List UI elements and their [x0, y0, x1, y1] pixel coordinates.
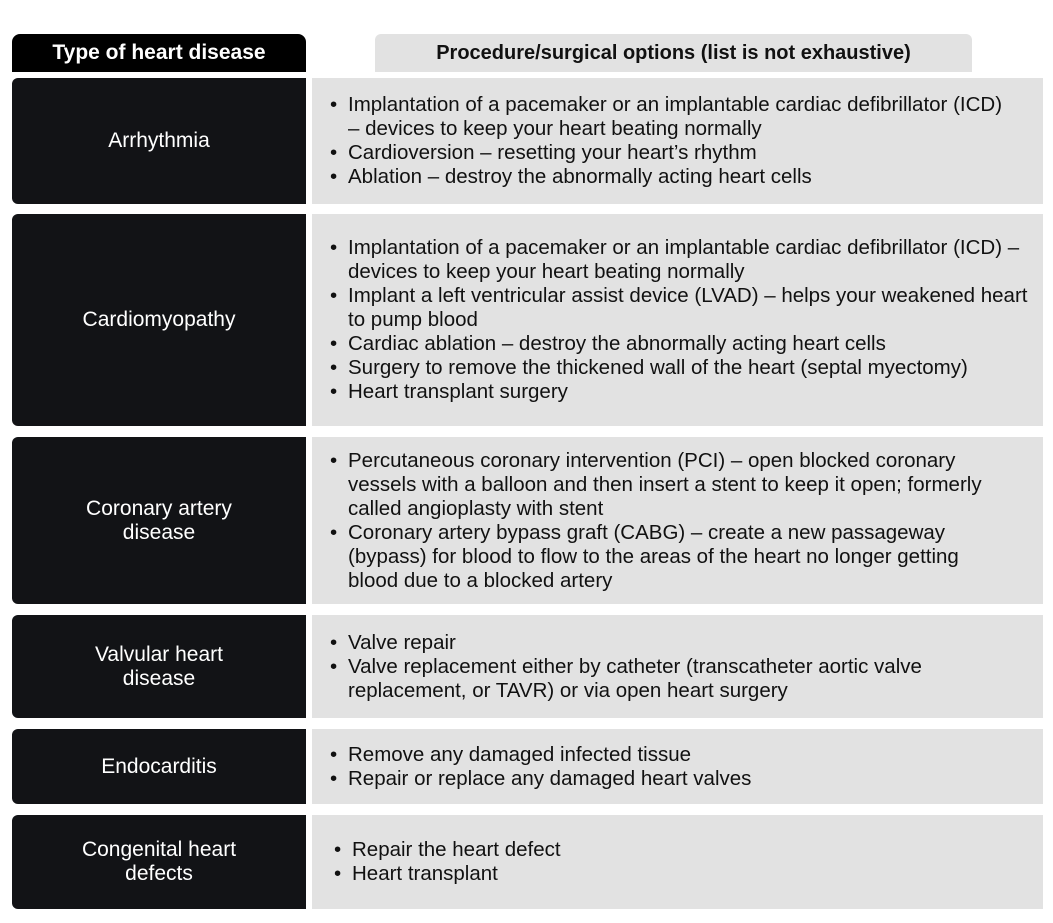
- disease-type-label: Congenital heart defects: [81, 838, 237, 885]
- procedure-item: • Cardiac ablation – destroy the abnormally acting heart cells: [334, 332, 1034, 356]
- procedure-item: • Valve repair: [334, 631, 1014, 655]
- disease-type-cell: [12, 437, 306, 604]
- procedure-list: [312, 449, 1014, 593]
- procedure-item: • Implant a left ventricular assist device (LVAD) – helps your weakened heart to pump blood: [334, 284, 1034, 332]
- table-row: [12, 214, 1043, 426]
- table-row: [12, 729, 1043, 804]
- type-column-header: Type of heart disease: [12, 34, 306, 72]
- disease-type-cell: [12, 615, 306, 718]
- procedure-item: • Valve replacement either by catheter (transcatheter aortic valve replacement, or TAVR) or via open heart surgery: [334, 655, 1014, 703]
- disease-type-label: Arrhythmia: [108, 129, 210, 152]
- procedure-options-cell: [312, 615, 1043, 718]
- disease-type-label: Coronary artery disease: [86, 496, 232, 544]
- procedure-list: [312, 236, 1034, 404]
- procedure-item: • Remove any damaged infected tissue: [334, 743, 1014, 767]
- disease-type-label: Endocarditis: [101, 754, 217, 778]
- disease-type-cell: [12, 78, 306, 204]
- procedure-item: • Coronary artery bypass graft (CABG) – create a new passageway (bypass) for blood to flow to the areas of the heart no longer getting blood due to a blocked artery: [334, 521, 1014, 593]
- procedure-options-cell: [312, 78, 1043, 204]
- disease-type-label: Valvular heart disease: [94, 642, 223, 690]
- procedure-item: • Heart transplant surgery: [334, 380, 1034, 404]
- procedure-item: • Implantation of a pacemaker or an implantable cardiac defibrillator (ICD) – devices to keep your heart beating normally: [334, 236, 1034, 284]
- table-row: [12, 78, 1043, 204]
- procedure-options-cell: [312, 815, 1043, 909]
- disease-type-label: Cardiomyopathy: [82, 308, 236, 331]
- procedure-item: • Repair the heart defect: [338, 838, 1018, 862]
- disease-type-cell: [12, 729, 306, 804]
- procedure-options-cell: [312, 729, 1043, 804]
- procedure-list: [312, 631, 1014, 703]
- procedure-item: • Percutaneous coronary intervention (PCI) – open blocked coronary vessels with a balloon and then insert a stent to keep it open; formerly called angioplasty with stent: [334, 449, 1014, 521]
- procedure-options-cell: [312, 437, 1043, 604]
- procedure-item: • Heart transplant: [338, 862, 1018, 886]
- options-column-header: Procedure/surgical options (list is not exhaustive): [375, 34, 972, 72]
- table-row: [12, 815, 1043, 909]
- table-row: [12, 437, 1043, 604]
- procedure-options-cell: [312, 214, 1043, 426]
- procedure-item: • Implantation of a pacemaker or an implantable cardiac defibrillator (ICD) – devices to keep your heart beating normally: [334, 93, 1014, 141]
- disease-type-cell: [12, 815, 306, 909]
- procedure-item: • Ablation – destroy the abnormally acting heart cells: [334, 165, 1014, 189]
- disease-type-cell: [12, 214, 306, 426]
- procedure-list: [312, 838, 1018, 886]
- procedure-item: • Cardioversion – resetting your heart’s rhythm: [334, 141, 1014, 165]
- procedure-list: [312, 743, 1014, 791]
- procedure-item: • Surgery to remove the thickened wall of the heart (septal myectomy): [334, 356, 1034, 380]
- procedure-list: [312, 93, 1014, 189]
- procedure-item: • Repair or replace any damaged heart valves: [334, 767, 1014, 791]
- table-row: [12, 615, 1043, 718]
